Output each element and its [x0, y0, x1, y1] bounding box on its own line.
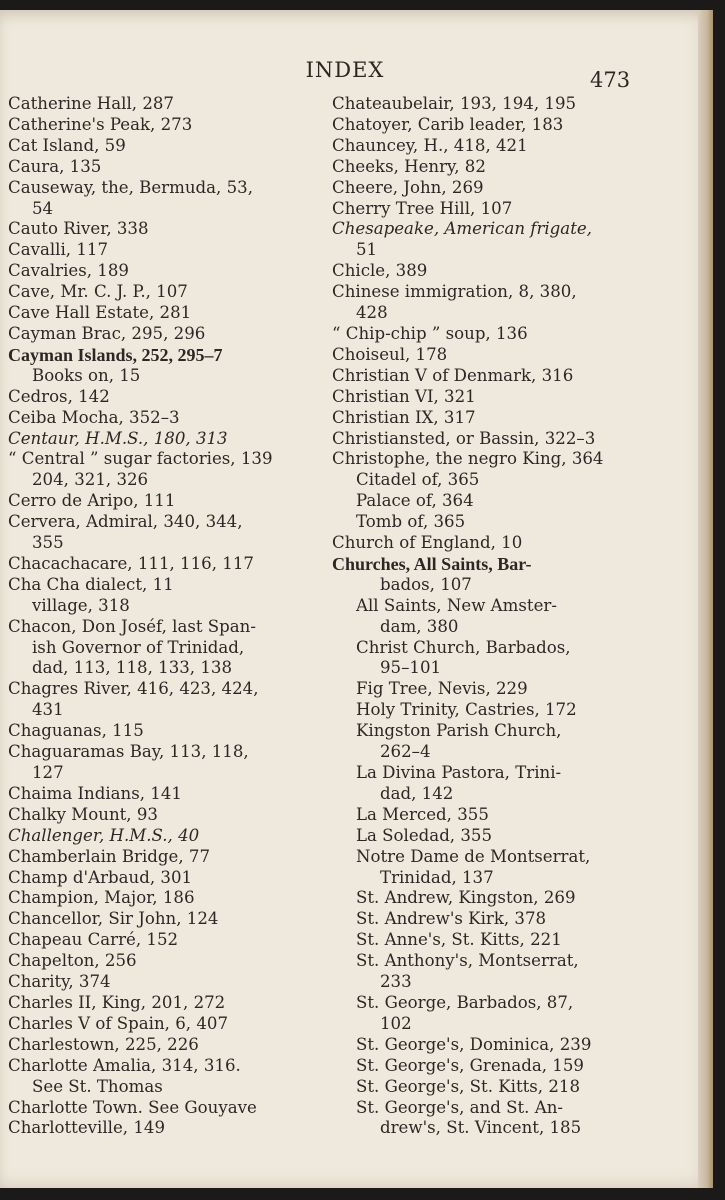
index-entry: Christiansted, or Bassin, 322–3 — [332, 428, 596, 448]
index-entry: Chancellor, Sir John, 124 — [8, 909, 219, 929]
index-entry: Chamberlain Bridge, 77 — [8, 846, 211, 866]
page-edge — [698, 10, 713, 1188]
index-entry: Notre Dame de Montserrat, — [356, 846, 591, 866]
index-entry: Trinidad, 137 — [380, 867, 494, 887]
index-entry: Citadel of, 365 — [356, 470, 480, 490]
index-entry: Choiseul, 178 — [332, 344, 448, 364]
index-entry: Causeway, the, Bermuda, 53, — [8, 177, 253, 197]
index-entry: Tomb of, 365 — [356, 512, 466, 532]
index-entry: All Saints, New Amster- — [356, 595, 557, 615]
index-entry: See St. Thomas — [32, 1076, 163, 1096]
index-entry: Ceiba Mocha, 352–3 — [8, 407, 180, 427]
index-entry: Centaur, H.M.S., 180, 313 — [8, 428, 228, 448]
index-entry: St. Andrew's Kirk, 378 — [356, 909, 547, 929]
index-entry: 428 — [356, 303, 388, 323]
index-entry: Catherine's Peak, 273 — [8, 114, 193, 134]
index-entry: Cheeks, Henry, 82 — [332, 156, 486, 176]
index-entry: Christian IX, 317 — [332, 407, 476, 427]
index-entry: Chateaubelair, 193, 194, 195 — [332, 94, 577, 113]
index-entry: Champion, Major, 186 — [8, 888, 195, 908]
index-entry: Churches, All Saints, Bar- — [332, 553, 532, 574]
index-column-right — [332, 94, 627, 1139]
index-entry: Chesapeake, American frigate, — [332, 219, 592, 239]
index-entry: Chacachacare, 111, 116, 117 — [8, 553, 254, 573]
index-entry: Palace of, 364 — [356, 491, 474, 511]
index-entry: Cave, Mr. C. J. P., 107 — [8, 282, 188, 302]
index-entry: La Divina Pastora, Trini- — [356, 763, 562, 782]
index-entry: 51 — [356, 240, 378, 260]
index-entry: dad, 113, 118, 133, 138 — [32, 658, 233, 678]
index-entry: Cha Cha dialect, 11 — [8, 574, 174, 594]
index-entry: village, 318 — [32, 595, 130, 615]
index-entry: 262–4 — [380, 742, 431, 762]
index-entry: Chaima Indians, 141 — [8, 783, 182, 803]
index-entry: St. George's, St. Kitts, 218 — [356, 1076, 581, 1096]
index-entry: Chapeau Carré, 152 — [8, 930, 179, 950]
index-entry: Chicle, 389 — [332, 261, 428, 281]
index-entry: Books on, 15 — [32, 365, 141, 385]
index-entry: Charlestown, 225, 226 — [8, 1034, 199, 1054]
index-entry: Chapelton, 256 — [8, 951, 137, 971]
index-entry: Cayman Islands, 252, 295–7 — [8, 344, 223, 365]
index-entry: Christian VI, 321 — [332, 386, 476, 406]
index-entry: Caura, 135 — [8, 156, 102, 176]
index-entry: La Merced, 355 — [356, 804, 489, 824]
index-entry: St. Andrew, Kingston, 269 — [356, 888, 576, 908]
index-entry: Cayman Brac, 295, 296 — [8, 323, 206, 343]
index-entry: Charles II, King, 201, 272 — [8, 992, 226, 1012]
index-entry: Christophe, the negro King, 364 — [332, 449, 604, 469]
index-entry: Cauto River, 338 — [8, 219, 149, 239]
index-entry: Cedros, 142 — [8, 386, 110, 406]
index-entry: Church of England, 10 — [332, 533, 523, 553]
index-column-left — [8, 94, 310, 1139]
index-entry: dad, 142 — [380, 783, 454, 803]
index-entry: Chinese immigration, 8, 380, — [332, 282, 577, 302]
index-entry: St. George's, Grenada, 159 — [356, 1055, 584, 1075]
index-entry: “ Chip-chip ” soup, 136 — [332, 323, 528, 343]
index-entry: 127 — [32, 763, 64, 782]
index-entry: Catherine Hall, 287 — [8, 94, 174, 113]
index-entry: 95–101 — [380, 658, 442, 678]
index-entry: dam, 380 — [380, 616, 459, 636]
index-entry: “ Central ” sugar factories, 139 — [8, 449, 273, 469]
index-entry: Charlotte Amalia, 314, 316. — [8, 1055, 241, 1075]
index-entry: Christ Church, Barbados, — [356, 637, 571, 657]
index-entry: 431 — [32, 700, 64, 720]
index-entry: St. George's, and St. An- — [356, 1097, 563, 1117]
index-entry: Chauncey, H., 418, 421 — [332, 135, 528, 155]
index-entry: Cavalli, 117 — [8, 240, 109, 260]
index-entry: Chatoyer, Carib leader, 183 — [332, 114, 564, 134]
index-entry: Holy Trinity, Castries, 172 — [356, 700, 577, 720]
index-entry: 355 — [32, 533, 64, 553]
index-entry: Christian V of Denmark, 316 — [332, 365, 574, 385]
index-entry: La Soledad, 355 — [356, 825, 493, 845]
index-entry: Cervera, Admiral, 340, 344, — [8, 512, 243, 532]
index-entry: Chagres River, 416, 423, 424, — [8, 679, 259, 699]
index-entry: Cat Island, 59 — [8, 135, 126, 155]
index-entry: Champ d'Arbaud, 301 — [8, 867, 193, 887]
index-entry: Charlotteville, 149 — [8, 1118, 166, 1138]
index-entry: Chalky Mount, 93 — [8, 804, 158, 824]
index-entry: Charlotte Town. See Gouyave — [8, 1097, 257, 1117]
index-entry: 233 — [380, 972, 412, 992]
index-entry: Chaguanas, 115 — [8, 721, 144, 741]
running-head: INDEX — [305, 58, 385, 82]
index-entry: Cherry Tree Hill, 107 — [332, 198, 513, 218]
index-entry: Cerro de Aripo, 111 — [8, 491, 176, 511]
index-entry: Chacon, Don Joséf, last Span- — [8, 616, 256, 636]
index-entry: St. Anne's, St. Kitts, 221 — [356, 930, 562, 950]
index-entry: Chaguaramas Bay, 113, 118, — [8, 742, 249, 762]
index-entry: 204, 321, 326 — [32, 470, 149, 490]
index-entry: St. George's, Dominica, 239 — [356, 1034, 592, 1054]
index-entry: Fig Tree, Nevis, 229 — [356, 679, 528, 699]
index-entry: Cheere, John, 269 — [332, 177, 484, 197]
index-entry: Challenger, H.M.S., 40 — [8, 825, 200, 845]
index-entry: Charles V of Spain, 6, 407 — [8, 1013, 228, 1033]
page-number: 473 — [590, 68, 631, 92]
index-entry: Cave Hall Estate, 281 — [8, 303, 192, 323]
index-entry: St. Anthony's, Montserrat, — [356, 951, 579, 971]
index-entry: Kingston Parish Church, — [356, 721, 562, 741]
index-entry: drew's, St. Vincent, 185 — [380, 1118, 582, 1138]
index-entry: bados, 107 — [380, 574, 472, 594]
index-entry: Cavalries, 189 — [8, 261, 129, 281]
index-entry: 102 — [380, 1013, 412, 1033]
index-entry: 54 — [32, 198, 54, 218]
index-entry: Charity, 374 — [8, 972, 111, 992]
index-entry: ish Governor of Trinidad, — [32, 637, 245, 657]
index-entry: St. George, Barbados, 87, — [356, 992, 574, 1012]
